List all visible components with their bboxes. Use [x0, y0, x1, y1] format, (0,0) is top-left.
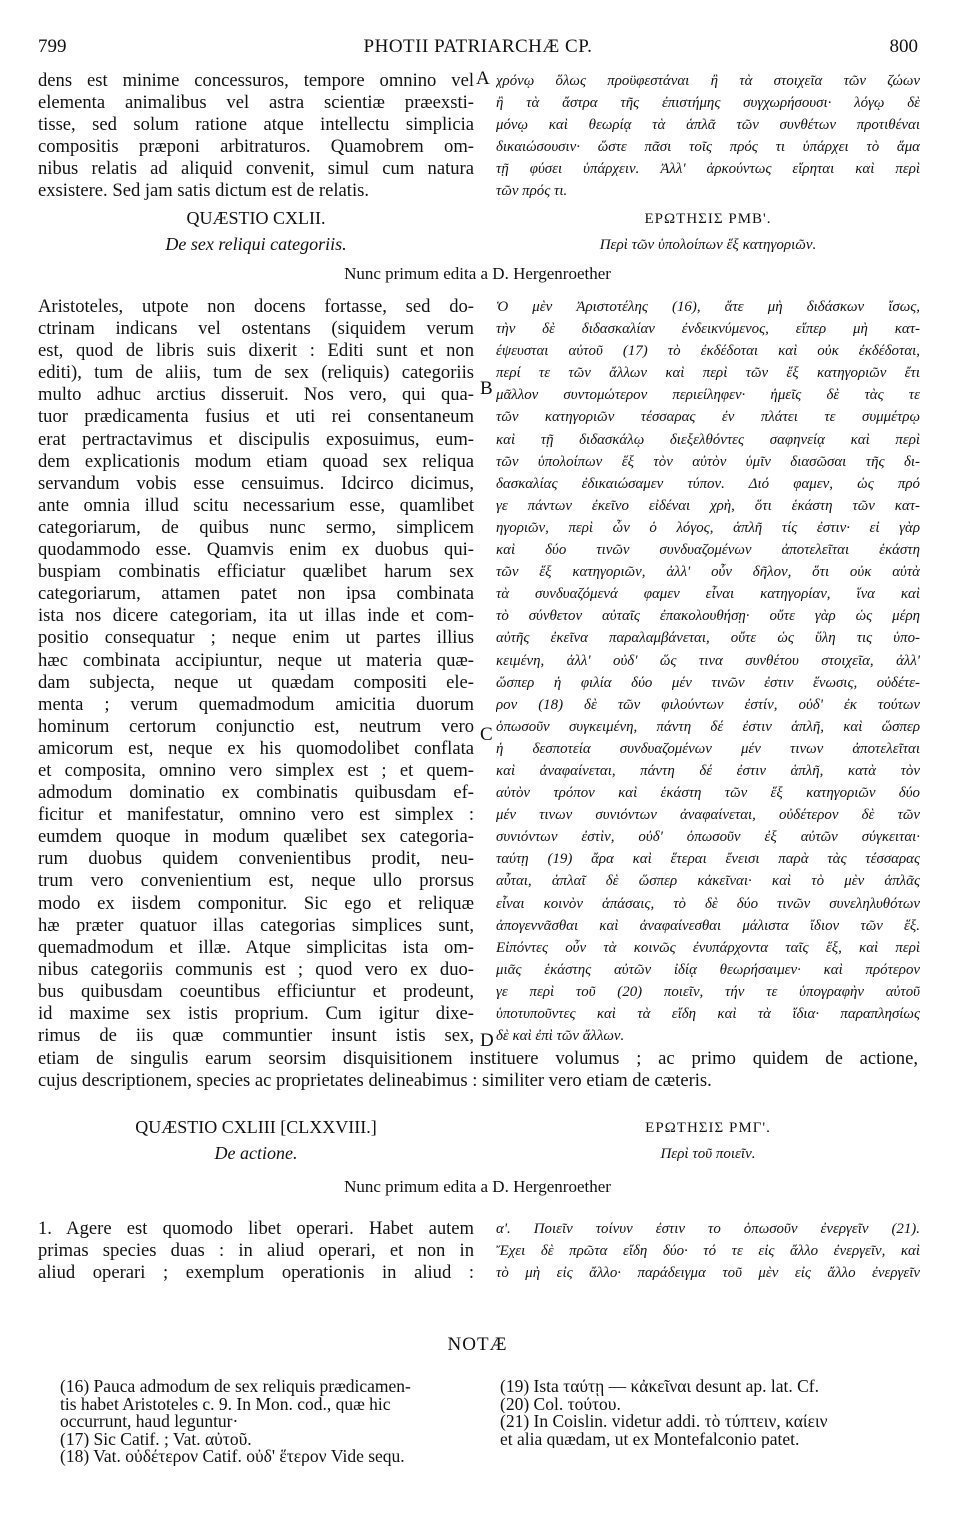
text-line: hominum certorum conjunctio est, neutrum vero — [38, 715, 474, 737]
text-line: Ἔχει δὲ πρῶτα εἴδη δύο· τό τε εἰς ἄλλο ἐνεργεῖν, καὶ — [496, 1243, 920, 1260]
text-line: δασκαλίας ἐδικαιώσαμεν τύπον. Διό φαμεν, ὡς πρό — [496, 475, 920, 492]
footnote-line: (16) Pauca admodum de sex reliquis prædicamen- — [60, 1378, 411, 1396]
edition-note: Nunc primum edita a D. Hergenroether — [344, 264, 611, 283]
text-line: τῶν πρός τι. — [496, 183, 568, 200]
text-line: έψευσται αὐτοῦ (17) τὸ ἐκδέδοται καὶ οὐκ ἐκδέδοται, — [496, 343, 920, 360]
text-line: ἡ δεσποτεία συνδυαζομένων μέν τινων ἀποτελεῖται — [496, 740, 920, 757]
text-line: admodum dominatio ex combinatis quibusdam ef- — [38, 782, 474, 804]
footnote-line: et alia quædam, ut ex Montefalconio patet. — [500, 1430, 800, 1448]
text-line: tuor prædicamenta fusius et uti rei consentaneum — [38, 406, 474, 428]
text-line: categoriarum, attamen patet non ipsa combinata — [38, 583, 474, 605]
text-line: μόνῳ καὶ θεωρίᾳ τὰ ἁπλᾶ τῶν συνθέτων προτιθέναι — [496, 117, 920, 134]
latin-column-sec3 — [38, 1218, 474, 1284]
text-line: ταύτῃ (19) ἄρα καὶ ἕτεραι ἔνεισι παρὰ τὰς τέσσαρας — [496, 851, 920, 868]
text-line: τῶν ὑπολοίπων ἕξ τὸν αὐτὸν ὑμῖν διασῶσαι τῆς δι- — [496, 453, 920, 470]
footnote-line: (21) In Coislin. videtur addi. τὸ τύπτειν, καίειν — [500, 1413, 828, 1431]
text-line: ηγοριῶν, περὶ ὧν ὁ λόγος, ἁπλῆ τίς ἐστιν· εἰ γὰρ — [496, 519, 920, 536]
latin-question-title: QUÆSTIO CXLII. — [186, 208, 326, 228]
text-line: α'. Ποιεῖν τοίνυν ἐστιν το ὁπωσοῦν ἐνεργεῖν (21). — [496, 1221, 920, 1237]
text-line: rum duobus quidem convenientibus prodit, neu- — [38, 848, 474, 870]
running-title: PHOTII PATRIARCHÆ CP. — [363, 36, 593, 57]
text-line: nibus categoriis communis est ; quod vero ex duo- — [38, 958, 474, 980]
text-line: αὐτὸν τρόπον καὶ ἑκάστη τῶν ἕξ κατηγοριῶν δύο — [496, 785, 920, 802]
running-header — [38, 36, 918, 64]
edition-note: Nunc primum edita a D. Hergenroether — [344, 1177, 611, 1196]
text-line: μέν τινων συνιόντων ἀναφαίνεται, οὐδέτερον δὲ τῶν — [496, 807, 920, 824]
text-line: bus quibusdam coeuntibus efficiuntur et prodeunt, — [38, 980, 474, 1002]
notes-title: NOTÆ — [447, 1334, 508, 1355]
text-line: δικαιώσουσιν· ὥστε πᾶσι τοῖς πρός τι ὑπάρχει τὸ ἅμα — [496, 139, 920, 156]
text-line: αὐτῆς ἐκεῖνα παραλαμβάνεται, οὔτε ὡς ὕλη τις ὑπο- — [496, 630, 920, 647]
text-line: amicorum est, neque ex his quomodolibet conflata — [38, 737, 474, 759]
text-line: 1. Agere est quomodo libet operari. Habet autem — [38, 1218, 474, 1239]
text-line: positio consequatur ; neque enim ut partes illius — [38, 627, 474, 649]
text-line: τῶν κατηγοριῶν τέσσαρας ἐν πλάτει τε συμμέτρῳ — [496, 409, 920, 426]
text-line: ἀπογεννᾶσθαι καὶ ἀναφαίνεσθαι μάλιστα ἴδιον τῶν ἕξ. — [496, 917, 920, 934]
footnote-line: tis habet Aristoteles c. 9. In Mon. cod., quæ hic — [60, 1395, 391, 1413]
text-line: τῇ φύσει ὑπάρχειν. Ἀλλ' ἀρκούντως εἴρηται καὶ περὶ — [496, 161, 920, 178]
text-line: καὶ ἀναφαίνεται, πάντη δέ ἐστιν ἁπλῆ, κατὰ τὸν — [496, 762, 920, 779]
text-line: hæ præter quatuor illas categorias simplices sunt, — [38, 914, 474, 936]
text-line: erat pertractavimus et discipulis exposuimus, eum- — [38, 428, 474, 450]
margin-letter-b: B — [480, 378, 493, 399]
text-line: exsistere. Sed jam satis dictum est de relatis. — [38, 180, 369, 202]
text-line: ἢ τὰ ἄστρα τῆς ἐπιστήμης συγχωρήσουσι· λόγῳ δὲ — [496, 95, 920, 112]
text-line: compositis præponi arbitraturos. Quamobrem om- — [38, 136, 474, 158]
greek-question-title: ΕΡΩΤΗΣΙΣ ΡΜΓ'. — [645, 1120, 771, 1136]
text-line: tisse, sed solum ratione atque intellectu simplicia — [38, 114, 474, 136]
latin-question-subtitle: De sex reliqui categoriis. — [165, 234, 347, 254]
text-line: ὥσπερ ἡ φιλία δύο μέν τινῶν ἐστιν ἕνωσις, οὐδέτε- — [496, 674, 920, 691]
text-line: est, quod de libris suis dixerit : Editi sunt et non — [38, 340, 474, 362]
text-line: συνιόντων ἐστὶν, οὐδ' ὁπωσοῦν ἐξ αὐτῶν σύγκειται· — [496, 829, 920, 846]
text-line: rimus de iis quæ communtier insunt istis sex, — [38, 1025, 474, 1047]
text-line: περί τε τῶν ἄλλων καὶ περὶ τῶν ἕξ κατηγοριῶν ἔτι — [496, 365, 920, 382]
latin-question-subtitle: De actione. — [214, 1143, 298, 1163]
text-line: eumdem quoque in modum quælibet sex categoria- — [38, 826, 474, 848]
text-line: elementa animalibus vel astra scientiæ præexsti- — [38, 92, 474, 114]
text-line: buspiam combinatis efficiatur quælibet harum sex — [38, 561, 474, 583]
text-line: aliud operari ; exemplum operationis in aliud : — [38, 1262, 474, 1284]
text-line: hæc combinata accipiuntur, neque ut materia quæ- — [38, 649, 474, 671]
text-line: primas species duas : in aliud operari, et non in — [38, 1240, 474, 1262]
text-line: ctrinam indicans vel ostentans (siquidem verum — [38, 318, 474, 340]
text-line: etiam de singulis earum seorsim disquisitionem instituere volumus ; ac primo quidem de actione, — [38, 1048, 918, 1069]
footnote-line: (18) Vat. οὐδέτερον Catif. οὐδ' ἕτερον Vide sequ. — [60, 1448, 405, 1466]
page-number-right: 800 — [889, 36, 918, 57]
text-line: τὸ μὴ εἰς ἄλλο· παράδειγμα τοῦ μὲν εἰς ἄλλο ἐνεργεῖν — [496, 1265, 920, 1282]
text-line: τῶν ἕξ κατηγοριῶν, ἀλλ' οὖν δῆλον, ὅτι οὐκ αὐτὰ — [496, 564, 920, 581]
latin-column-sec1 — [38, 70, 474, 203]
text-line: τὸ σύνθετον αὐταῖς ἐπακολουθήσῃ· οὔτε γὰρ ὡς μέρη — [496, 608, 920, 625]
footnote-line: occurrunt, haud leguntur· — [60, 1413, 239, 1431]
text-line: ante omnia illud scitu necessarium esse, quamlibet — [38, 494, 474, 516]
text-line: editi), tum de aliis, tum de sex (reliquis) categoriis — [38, 362, 474, 384]
text-line: dens est minime concessuros, tempore omnino vel — [38, 70, 474, 91]
text-line: multo adhuc arctius disseruit. Nos vero, qui qua- — [38, 384, 474, 406]
full-width-paragraph — [38, 1048, 918, 1092]
text-line: modo ex iisdem componitur. Sic ego et reliquæ — [38, 892, 474, 914]
text-line: αὗται, ἁπλαῖ δὲ ὥσπερ κἀκεῖναι· καὶ τὸ μὲν ἁπλᾶς — [496, 873, 920, 890]
text-line: καὶ δύο τινῶν συνδυαζομένων ἀποτελεῖται ἑκάστη — [496, 542, 920, 559]
text-line: ρον (18) δὲ τῶν φιλούντων ἐστίν, οὐδ' ἐκ τούτων — [496, 696, 920, 713]
text-line: dem explicationis modum etiam quoad sex reliqua — [38, 450, 474, 472]
text-line: ὁπωσοῦν συγκειμένη, πάντη δέ ἐστιν ἁπλῆ, καὶ ὥσπερ — [496, 718, 920, 735]
greek-question-subtitle: Περὶ τῶν ὑπολοίπων ἕξ κατηγοριῶν. — [599, 237, 817, 253]
text-line: δὲ καὶ ἐπὶ τῶν ἄλλων. — [496, 1028, 625, 1045]
text-line: μιᾶς ἑκάστης αὐτῶν ἰδίᾳ θεωρήσαιμεν· καὶ πρότερον — [496, 961, 920, 978]
text-line: trum vero convenientium est, neque ullo prorsus — [38, 870, 474, 892]
margin-letter-c: C — [480, 724, 493, 745]
text-line: Aristoteles, utpote non docens fortasse, sed do- — [38, 296, 474, 317]
footnote-line: (19) Ista ταύτῃ — κἀκεῖναι desunt ap. lat. Cf. — [500, 1378, 819, 1396]
text-line: menta ; verum quemadmodum amicitia duorum — [38, 693, 474, 715]
text-line: servandum vobis esse censuimus. Idcirco dicimus, — [38, 472, 474, 494]
text-line: γε πάντων ἐκεῖνο εἰδέναι χρὴ, ὅτι ἑκάστη τῶν κατ- — [496, 497, 920, 514]
page-number-left: 799 — [38, 36, 67, 57]
text-line: ficitur et manifestatur, omnino vero est simplex : — [38, 804, 474, 826]
text-line: μᾶλλον συντομώτερον περιείληφεν· ἡμεῖς δὲ τὰς τε — [496, 387, 920, 404]
greek-column-sec2 — [496, 296, 920, 1047]
text-line: τὰ συνδυαζόμενά φαμεν εἶναι κατηγορίαν, ἵνα καὶ — [496, 586, 920, 603]
greek-column-sec3 — [496, 1218, 920, 1284]
greek-question-subtitle: Περὶ τοῦ ποιεῖν. — [660, 1146, 756, 1162]
notes-left-column — [60, 1378, 480, 1466]
text-line: id maxime sex istis proprium. Cum igitur dixe- — [38, 1003, 474, 1024]
text-line: τὴν δὲ διδασκαλίαν ἐνδεικνύμενος, εἴπερ μὴ κατ- — [496, 321, 920, 338]
text-line: nibus relatis ad aliquid convenit, simul cum natura — [38, 158, 474, 180]
footnote-line: (17) Sic Catif. ; Vat. αὐτοῦ. — [60, 1430, 252, 1448]
notes-right-column — [500, 1378, 920, 1448]
latin-column-sec2 — [38, 296, 474, 1047]
text-line: cujus descriptionem, species ac proprietates delineabimus : similiter vero etiam de cæteris. — [38, 1070, 712, 1092]
text-line: et composita, omnino vero simplex est ; et quem- — [38, 759, 474, 781]
text-line: ὑποτυποῦντες καὶ τὰ εἴδη καὶ τὰ ἴδια· παραπλησίως — [496, 1006, 920, 1022]
text-line: χρόνῳ ὅλως προϋφεστάναι ἢ τὰ στοιχεῖα τῶν ζώων — [496, 73, 920, 89]
text-line: categoriarum, de quibus nunc sermo, simplicem — [38, 516, 474, 538]
greek-column-sec1 — [496, 70, 920, 203]
margin-letter-d: D — [480, 1030, 494, 1051]
text-line: ista nos dicere categoriam, ita ut illas inde et com- — [38, 605, 474, 627]
text-line: εἶναι κοινὸν ἁπάσαις, τὸ δὲ δύο τινῶν συνεληλυθότων — [496, 895, 920, 912]
greek-question-title: ΕΡΩΤΗΣΙΣ ΡΜΒ'. — [644, 211, 772, 227]
text-line: καὶ τῇ διδασκάλῳ διεξελθόντες σαφηνείᾳ καὶ περὶ — [496, 431, 920, 448]
margin-letter-a: A — [476, 68, 490, 89]
text-line: Ὁ μὲν Ἀριστοτέλης (16), ἅτε μὴ διδάσκων ἴσως, — [496, 299, 920, 315]
text-line: Εἰπόντες οὖν τὰ κοινῶς ἐνυπάρχοντα ταῖς ἕξ, καὶ περὶ — [496, 939, 920, 956]
text-line: quemadmodum et illæ. Atque simplicitas ista om- — [38, 936, 474, 958]
text-line: γε περὶ τοῦ (20) ποιεῖν, τήν τε ὑπογραφὴν αὐτοῦ — [496, 983, 920, 1000]
footnote-line: (20) Col. τούτου. — [500, 1395, 621, 1413]
latin-question-title: QUÆSTIO CXLIII [CLXXVIII.] — [135, 1117, 377, 1137]
text-line: quodammodo esse. Quamvis enim ex duobus qui- — [38, 539, 474, 561]
text-line: κειμένη, ἀλλ' οὐδ' ὥς τινα συνθέτου στοιχεῖα, ἀλλ' — [496, 652, 920, 669]
text-line: dam subjecta, neque ut quædam compositi ele- — [38, 671, 474, 693]
